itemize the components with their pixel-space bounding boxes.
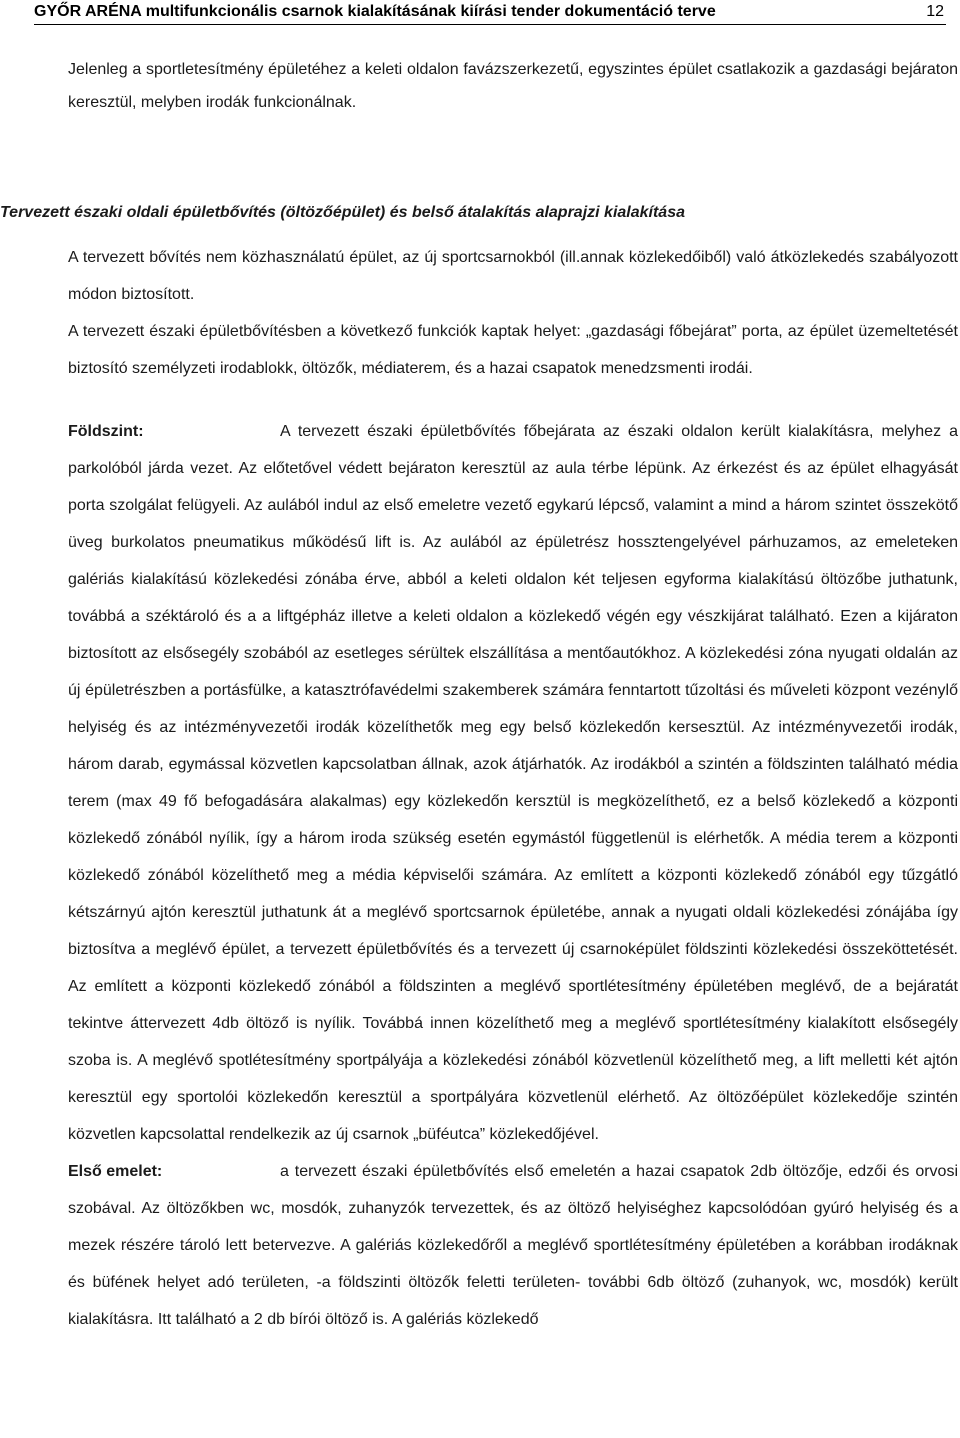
- first-floor-paragraph: [68, 1153, 958, 1338]
- ground-floor-text: A tervezett északi épületbővítés főbejárata az északi oldalon került kialakításra, melyhez a parkolóból járda vezet. Az előtetővel védett bejáraton keresztül az aula térbe lépünk. Az érkezést és az épület elhagyását porta szolgálat felügyeli. Az aulából indul az első emeletre vezető egykarú lépcső, valamint a mind a három szintet összekötő üveg burkolatos pneumatikus működésű lift is. Az aulából az épületrész hossztengelyével párhuzamos, az emeleteken galériás kialakítású közlekedési zónába érve, abból a keleti oldalon két teljesen egyforma kialakítású öltözőbe juthatunk, továbbá a széktároló és a a liftgépház illetve a keleti oldalon a közlekedő végén egy vészkijárat található. Ezen a kijáraton biztosított az elsősegély szobából az esetleges sérültek elszállítása a mentőautókhoz. A közlekedési zóna nyugati oldalán az új épületrészben a portásfülke, a katasztrófavédelmi szakemberek számára fenntartott tűzoltási és műveleti központ vezénylő helyiség és az intézményvezetői irodák közelíthetők meg egy belső közlekedőn kersesztül. Az intézményvezetői irodák, három darab, egymással közvetlen kapcsolatban állnak, azok átjárhatók. Az irodákból a szintén a földszinten található média terem (max 49 fő befogadására alakalmas) egy közlekedőn kersztül is megközelíthető, ez a belső közlekedő a központi közlekedő zónából nyílik, így a három iroda szükség esetén egymástól függetlenül is elérhetők. A média terem a központi közlekedő zónából közelíthető meg a média képviselői számára. Az említett a központi közlekedő zónából egy tűzgátló kétszárnyú ajtón keresztül juthatunk át a meglévő sportcsarnok épületébe, annak a nyugati oldali közlekedési zónájába így biztosítva a meglévő épület, a tervezett épületbővítés és a tervezett új csarnoképület földszinti közlekedési összeköttetését. Az említett a központi közlekedő zónából a földszinten a meglévő sportlétesítmény épületében meglévő, de a bejáratát tekintve áttervezett 4db öltöző is nyílik. Továbbá innen közelíthető meg a meglévő sportlétesítmény kialakított elsősegély szoba is. A meglévő spotlétesítmény sportpályája a közlekedési zónából közvetlenül közelíthető meg, a lift melletti két ajtón keresztül egy sportolói közlekedőn keresztül a sportpályára közvetlenül elérhető. Az öltözőépület közlekedője szintén közvetlen kapcsolattal rendelkezik az új csarnok „büféutca” közlekedőjével.: [68, 423, 958, 1143]
- section-spacer: [68, 387, 958, 413]
- ground-floor-label: Földszint:: [68, 423, 144, 440]
- first-floor-label: Első emelet:: [68, 1163, 163, 1180]
- document-title: GYŐR ARÉNA multifunkcionális csarnok kialakításának kiírási tender dokumentáció terve: [34, 3, 716, 20]
- intro-paragraph: Jelenleg a sportletesítmény épületéhez a keleti oldalon favázszerkezetű, egyszintes épület csatlakozik a gazdasági bejáraton keresztül, melyben irodák funkcionálnak.: [68, 61, 958, 111]
- section-heading: Tervezett északi oldali épületbővítés (öltözőépület) és belső átalakítás alaprajzi kialakítása: [0, 204, 685, 221]
- page-number: 12: [926, 3, 944, 20]
- page-header: [34, 0, 946, 25]
- paragraph-2: A tervezett északi épületbővítésben a következő funkciók kaptak helyet: „gazdasági főbejárat” porta, az épület üzemeltetését biztosító személyzeti irodablokk, öltözők, médiaterem, és a hazai csapatok menedzsmenti irodái.: [68, 323, 958, 377]
- ground-floor-paragraph: [68, 413, 958, 1153]
- document-body: [0, 53, 958, 1338]
- first-floor-text: a tervezett északi épületbővítés első emeletén a hazai csapatok 2db öltözője, edzői és orvosi szobával. Az öltözőkben wc, mosdók, zuhanyzók tervezettek, és az öltöző helyiséghez kapcsolódóan gyúró helyiség és a mezek részére tároló lett betervezve. A galériás közlekedőről a meglévő sportlétesítmény épületében a korábban irodáknak és büfének helyet adó területen, -a földszinti öltözők feletti területen- további 6db öltöző (zuhanyok, wc, mosdók) került kialakításra. Itt található a 2 db bírói öltöző is. A galériás közlekedő: [68, 1163, 958, 1328]
- paragraph-1: A tervezett bővítés nem közhasználatú épület, az új sportcsarnokból (ill.annak közlekedőiből) való átközlekedés szabályozott módon biztosított.: [68, 249, 958, 303]
